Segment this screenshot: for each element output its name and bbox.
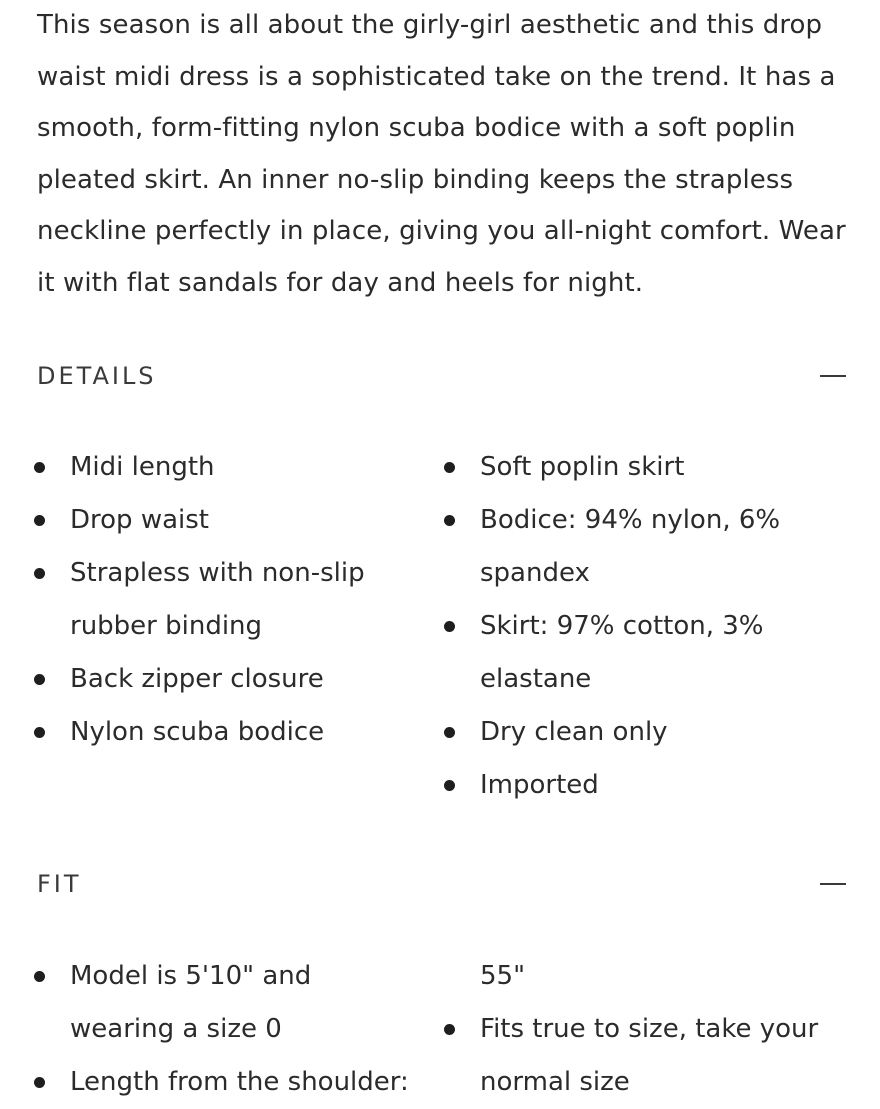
bullet-icon (34, 674, 45, 685)
list-item: Midi length (30, 441, 440, 494)
product-description: This season is all about the girly-girl aesthetic and this drop waist midi dress is a sophisticated take on the trend. It has a smooth, form-fitting nylon scuba bodice with a soft poplin pleated skirt. An inner no-slip binding keeps the strapless neckline perfectly in place, giving you all-night comfort. Wear it with flat sandals for day and heels for night. (37, 10, 846, 298)
fit-accordion-header[interactable] (37, 864, 846, 904)
list-item: Imported (440, 759, 840, 812)
fit-title: FIT (37, 870, 82, 898)
list-item: Nylon scuba bodice (30, 706, 440, 759)
fit-left-column (30, 950, 440, 1109)
list-item: Bodice: 94% nylon, 6% spandex (440, 494, 800, 600)
minus-icon[interactable] (820, 883, 846, 885)
bullet-icon (34, 727, 45, 738)
bullet-icon (444, 780, 455, 791)
list-item: Length from the shoulder: (30, 1056, 440, 1109)
bullet-icon (34, 1077, 45, 1088)
details-left-column (30, 441, 440, 812)
list-item: Skirt: 97% cotton, 3% elastane (440, 600, 800, 706)
list-item: Drop waist (30, 494, 440, 547)
bullet-icon (444, 1024, 455, 1035)
list-item: Back zipper closure (30, 653, 440, 706)
bullet-icon (34, 515, 45, 526)
minus-icon[interactable] (820, 375, 846, 377)
bullet-icon (444, 462, 455, 473)
list-item: Fits true to size, take your normal size (440, 1003, 820, 1109)
bullet-icon (444, 727, 455, 738)
list-item: Soft poplin skirt (440, 441, 840, 494)
fit-list (30, 950, 850, 1109)
bullet-icon (34, 462, 45, 473)
details-title: DETAILS (37, 362, 157, 390)
details-right-column (440, 441, 840, 812)
bullet-icon (444, 621, 455, 632)
list-item: Model is 5'10" and wearing a size 0 (30, 950, 370, 1056)
bullet-icon (34, 971, 45, 982)
bullet-icon (34, 568, 45, 579)
list-item-continuation: 55" (480, 961, 526, 991)
bullet-icon (444, 515, 455, 526)
list-item: Strapless with non-slip rubber binding (30, 547, 400, 653)
details-list (30, 441, 850, 812)
fit-right-column (440, 950, 840, 1109)
list-item: Dry clean only (440, 706, 840, 759)
details-accordion-header[interactable] (37, 356, 846, 396)
